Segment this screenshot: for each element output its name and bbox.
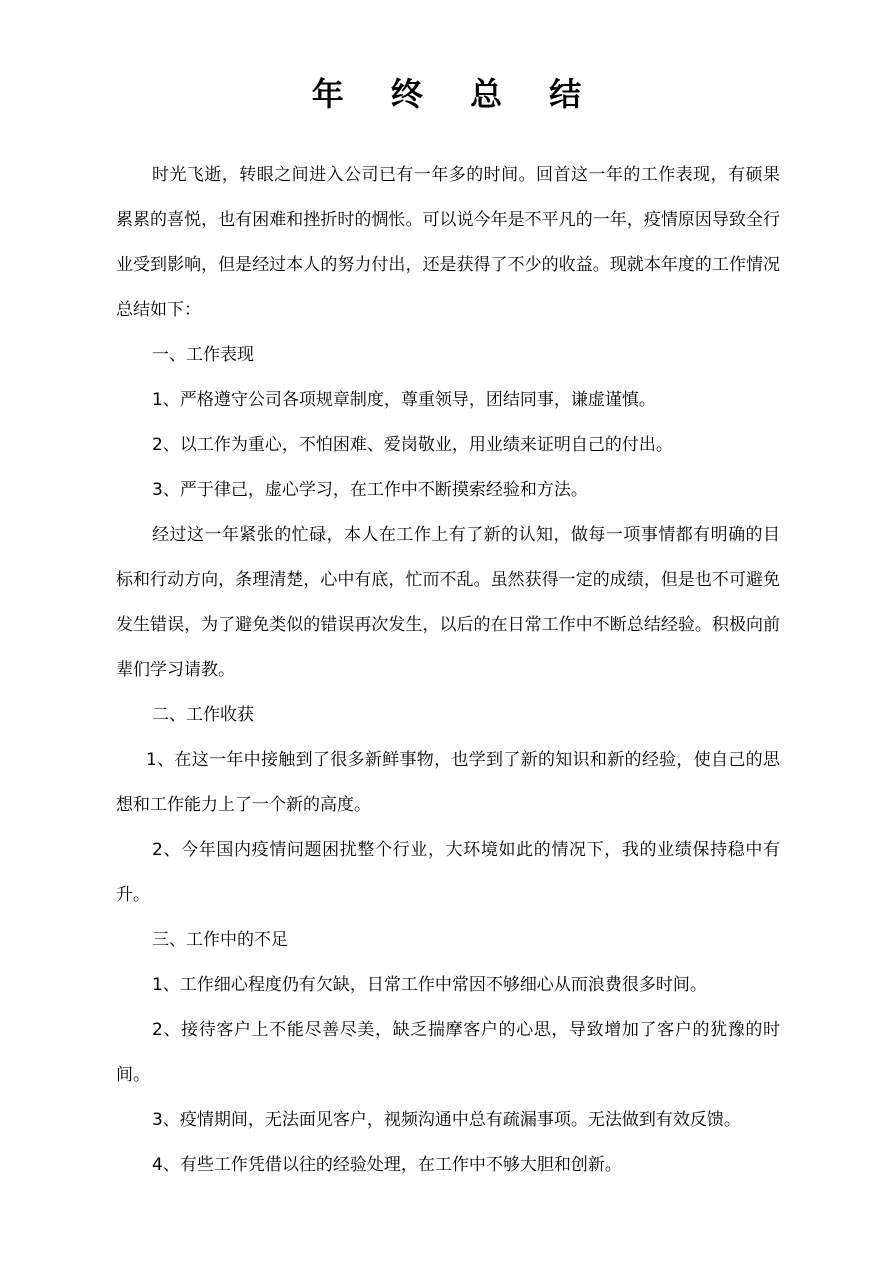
list-item: 3、严于律己，虚心学习，在工作中不断摸索经验和方法。 <box>152 480 588 500</box>
section-heading-performance: 一、工作表现 <box>152 345 254 365</box>
list-item: 4、有些工作凭借以往的经验处理，在工作中不够大胆和创新。 <box>152 1155 622 1175</box>
intro-paragraph: 时光飞逝，转眼之间进入公司已有一年多的时间。回首这一年的工作表现，有硕果累累的喜悦，也有困难和挫折时的惆怅。可以说今年是不平凡的一年，疫情原因导致全行业受到影响，但是经过本人的努力付出，还是获得了不少的收益。现就本年度的工作情况总结如下： <box>116 165 780 320</box>
list-item: 2、以工作为重心，不怕困难、爱岗敬业，用业绩来证明自己的付出。 <box>152 435 673 455</box>
section-heading-shortcomings: 三、工作中的不足 <box>152 930 288 950</box>
list-item: 1、在这一年中接触到了很多新鲜事物，也学到了新的知识和新的经验，使自己的思想和工作能力上了一个新的高度。 <box>116 750 780 815</box>
document-body <box>116 153 780 1188</box>
page-title: 年 终 总 结 <box>311 75 600 113</box>
list-item: 1、严格遵守公司各项规章制度，尊重领导，团结同事，谦虚谨慎。 <box>152 390 656 410</box>
section-heading-gains: 二、工作收获 <box>152 705 254 725</box>
reflection-paragraph: 经过这一年紧张的忙碌，本人在工作上有了新的认知，做每一项事情都有明确的目标和行动方向，条理清楚，心中有底，忙而不乱。虽然获得一定的成绩，但是也不可避免发生错误，为了避免类似的错误再次发生，以后的在日常工作中不断总结经验。积极向前辈们学习请教。 <box>116 525 780 680</box>
list-item: 1、工作细心程度仍有欠缺，日常工作中常因不够细心从而浪费很多时间。 <box>152 975 707 995</box>
list-item: 3、疫情期间，无法面见客户，视频沟通中总有疏漏事项。无法做到有效反馈。 <box>152 1110 741 1130</box>
list-item: 2、接待客户上不能尽善尽美，缺乏揣摩客户的心思，导致增加了客户的犹豫的时间。 <box>116 1020 780 1085</box>
list-item: 2、今年国内疫情问题困扰整个行业，大环境如此的情况下，我的业绩保持稳中有升。 <box>116 840 780 905</box>
